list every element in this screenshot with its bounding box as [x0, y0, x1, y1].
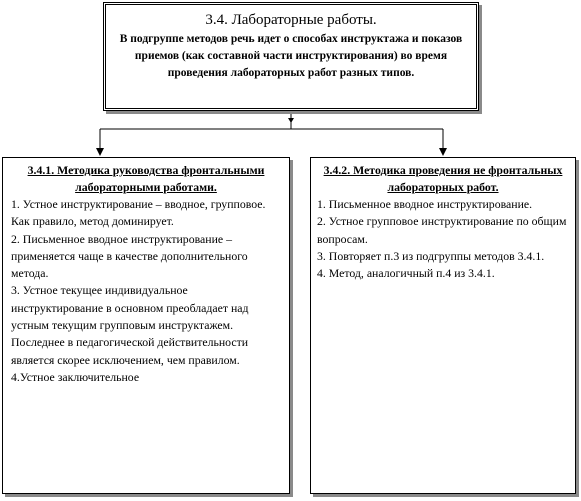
left-box-body — [11, 196, 281, 386]
right-item-4: 4. Метод, аналогичный п.4 из 3.4.1. — [317, 266, 495, 281]
right-item-2: 2. Устное групповое инструктирование по общим вопросам. — [317, 214, 567, 246]
left-item-4: 4.Устное заключительное — [11, 369, 140, 384]
left-item-1: 1. Устное инструктирование – вводное, групповое. Как правило, метод доминирует. — [11, 197, 266, 229]
top-box — [103, 2, 479, 111]
right-item-3: 3. Повторяет п.3 из подгруппы методов 3.4.1. — [317, 248, 545, 263]
left-box-title: 3.4.1. Методика руководства фронтальными лабораторными работами. — [27, 163, 265, 194]
left-item-2: 2. Письменное вводное инструктирование – применяется чаще в качестве дополнительного метода. — [11, 231, 248, 281]
top-box-title: 3.4. Лабораторные работы. — [205, 12, 377, 28]
trunk-arrow-icon — [288, 118, 294, 123]
left-box — [2, 157, 290, 494]
right-box — [310, 157, 576, 494]
left-arrow-icon — [96, 148, 104, 156]
right-box-title: 3.4.2. Методика проведения не фронтальных лабораторных работ. — [323, 163, 563, 194]
right-arrow-icon — [439, 148, 447, 156]
top-box-description: В подгруппе методов речь идет о способах инструктажа и показов приемов (как составной части инструктирования) во время проведения лабораторных работ разных типов. — [119, 33, 463, 79]
left-item-3: 3. Устное текущее индивидуальное инструктирование в основном преобладает над устным текущим групповым инструктажем. Последнее в педагогической действительности является скорее исключением, чем правилом. — [11, 283, 249, 367]
right-box-body — [317, 196, 569, 282]
right-item-1: 1. Письменное вводное инструктирование. — [317, 197, 533, 211]
